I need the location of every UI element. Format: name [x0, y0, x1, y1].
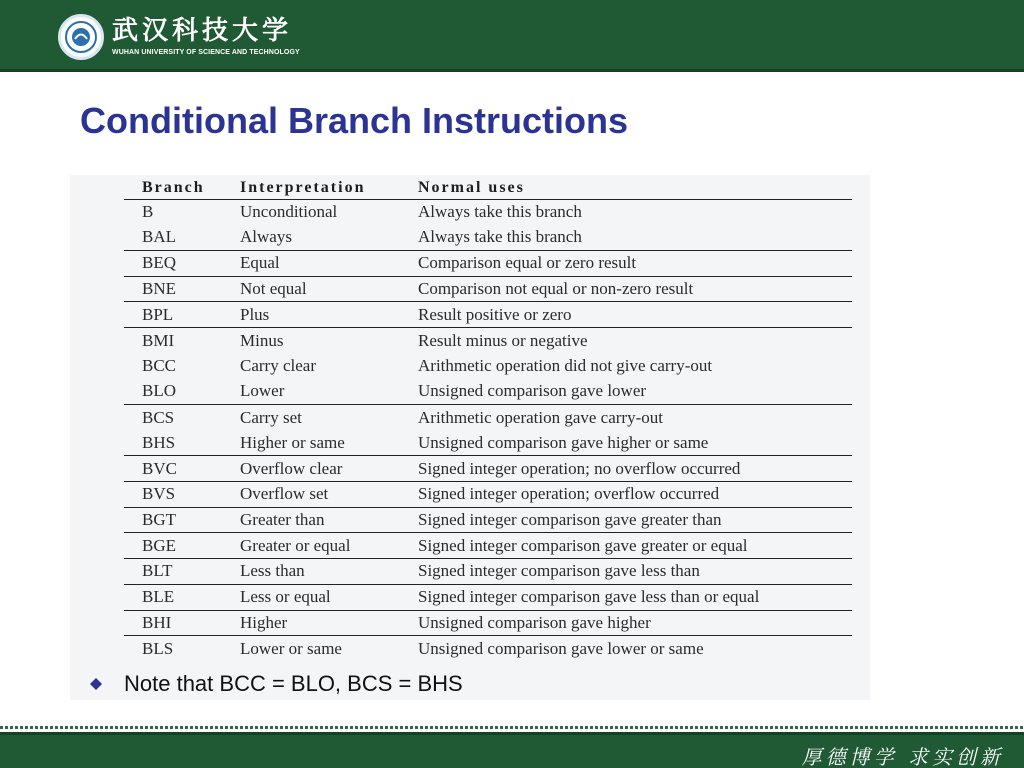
- cell-branch: BNE: [124, 276, 222, 302]
- table-row: [124, 533, 852, 559]
- cell-branch: BLO: [124, 379, 222, 405]
- cell-branch: BLE: [124, 584, 222, 610]
- cell-interpretation: Less or equal: [222, 584, 400, 610]
- cell-normal-use: Result minus or negative: [418, 330, 588, 350]
- cell-interpretation: Plus: [222, 302, 400, 328]
- footer-bar: [0, 732, 1024, 768]
- cell-normal-use: Signed integer comparison gave less than: [400, 559, 852, 585]
- cell-normal-use: Arithmetic operation did not give carry-out: [418, 355, 713, 375]
- column-header-normal-uses: Normal uses: [400, 177, 852, 199]
- table-row: [124, 250, 852, 276]
- table-row: [124, 302, 852, 328]
- table-row: [124, 430, 852, 456]
- note-line: [90, 671, 463, 697]
- column-header-branch: Branch: [124, 177, 222, 199]
- cell-branch: B: [142, 202, 154, 222]
- table-row: [124, 559, 852, 585]
- table-row: [124, 456, 852, 482]
- cell-normal-use: Comparison not equal or non-zero result: [400, 276, 852, 302]
- cell-branch: BMI: [142, 330, 175, 350]
- cell-interpretation: Lower: [222, 379, 400, 405]
- cell-branch: BGT: [124, 507, 222, 533]
- cell-normal-use: Signed integer comparison gave less than or equal: [400, 584, 852, 610]
- cell-branch: BPL: [124, 302, 222, 328]
- table-row: [124, 482, 852, 508]
- footer-divider: [0, 726, 1024, 729]
- cell-interpretation: Lower or same: [240, 638, 342, 658]
- cell-normal-use: Always take this branch: [418, 202, 582, 222]
- cell-branch: BVS: [124, 482, 222, 508]
- cell-branch: BEQ: [124, 250, 222, 276]
- table-row: [124, 327, 852, 353]
- table-body: [124, 199, 852, 661]
- cell-normal-use: Comparison equal or zero result: [400, 250, 852, 276]
- cell-normal-use: Signed integer operation; no overflow occurred: [400, 456, 852, 482]
- logo-chinese-name: 武汉科技大学: [112, 16, 293, 46]
- cell-branch: BVC: [124, 456, 222, 482]
- cell-interpretation: Higher: [222, 610, 400, 636]
- cell-interpretation: Greater or equal: [222, 533, 400, 559]
- cell-normal-use: Unsigned comparison gave lower: [400, 379, 852, 405]
- note-text: Note that BCC = BLO, BCS = BHS: [124, 671, 463, 696]
- cell-branch: BCS: [142, 407, 175, 427]
- table-row: [124, 610, 852, 636]
- cell-interpretation: Not equal: [222, 276, 400, 302]
- table-header-row: [124, 177, 852, 199]
- table-row: [124, 507, 852, 533]
- cell-branch: BHI: [124, 610, 222, 636]
- cell-interpretation: Minus: [240, 330, 284, 350]
- cell-interpretation: Carry set: [240, 407, 302, 427]
- cell-interpretation: Overflow set: [222, 482, 400, 508]
- cell-branch: BAL: [124, 225, 222, 251]
- cell-branch: BCC: [142, 355, 177, 375]
- cell-interpretation: Higher or same: [222, 430, 400, 456]
- table-row: [124, 276, 852, 302]
- diamond-bullet-icon: [90, 678, 102, 690]
- cell-normal-use: Signed integer comparison gave greater or equal: [400, 533, 852, 559]
- logo-english-name: WUHAN UNIVERSITY OF SCIENCE AND TECHNOLOGY: [112, 49, 300, 56]
- table-row: [124, 636, 852, 662]
- cell-branch: BLT: [124, 559, 222, 585]
- cell-interpretation: Carry clear: [240, 355, 316, 375]
- cell-normal-use: Result positive or zero: [400, 302, 852, 328]
- university-motto: 厚德博学 求实创新: [801, 745, 1004, 768]
- cell-normal-use: Unsigned comparison gave higher: [400, 610, 852, 636]
- table-row: [124, 199, 852, 225]
- cell-normal-use: Signed integer comparison gave greater than: [400, 507, 852, 533]
- cell-branch: BHS: [124, 430, 222, 456]
- cell-normal-use: Always take this branch: [400, 225, 852, 251]
- cell-normal-use: Signed integer operation; overflow occurred: [400, 482, 852, 508]
- cell-interpretation: Always: [222, 225, 400, 251]
- cell-interpretation: Unconditional: [240, 202, 338, 222]
- university-logo: [58, 12, 300, 62]
- cell-normal-use: Unsigned comparison gave lower or same: [418, 638, 704, 658]
- table-row: [124, 225, 852, 251]
- cell-branch: BLS: [142, 638, 174, 658]
- table-row: [124, 405, 852, 431]
- header-bar: [0, 0, 1024, 72]
- table-row: [124, 584, 852, 610]
- cell-interpretation: Greater than: [222, 507, 400, 533]
- branch-table-figure: [70, 175, 870, 700]
- column-header-interpretation: Interpretation: [222, 177, 400, 199]
- university-emblem-icon: [58, 14, 104, 60]
- cell-normal-use: Arithmetic operation gave carry-out: [418, 407, 663, 427]
- page-title: Conditional Branch Instructions: [80, 100, 629, 141]
- cell-interpretation: Less than: [222, 559, 400, 585]
- cell-interpretation: Overflow clear: [222, 456, 400, 482]
- cell-interpretation: Equal: [222, 250, 400, 276]
- branch-table: [124, 177, 852, 661]
- table-row: [124, 353, 852, 379]
- cell-normal-use: Unsigned comparison gave higher or same: [400, 430, 852, 456]
- table-row: [124, 379, 852, 405]
- cell-branch: BGE: [124, 533, 222, 559]
